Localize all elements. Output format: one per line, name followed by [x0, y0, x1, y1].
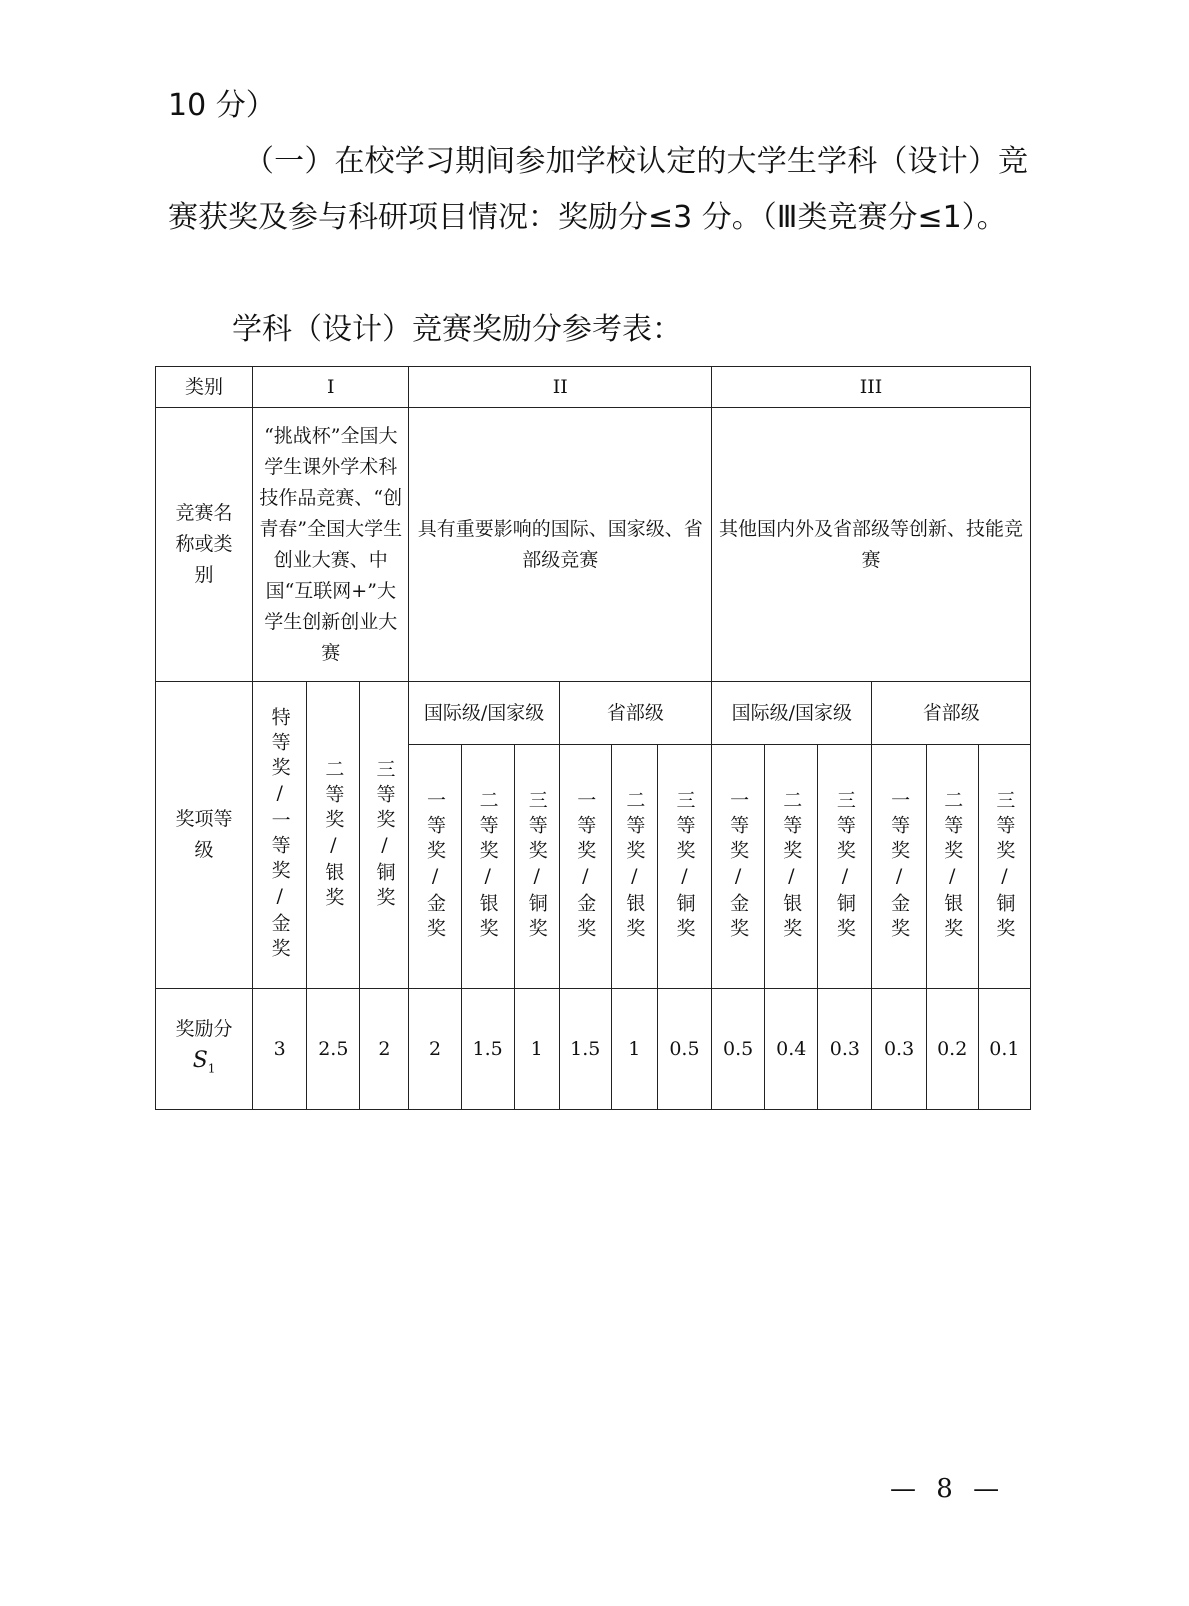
competition-header [156, 408, 253, 682]
score-symbol [156, 1045, 252, 1084]
award-cell: 二等奖/银奖 [765, 745, 818, 989]
level-header [156, 682, 253, 989]
award-cell: 二等奖/银奖 [926, 745, 978, 989]
competition-text: 具有重要影响的国际、国家级、省部级竞赛 [417, 517, 703, 571]
score-cell: 0.4 [765, 989, 818, 1110]
category-row [156, 367, 1031, 408]
sub-level-cell: 国际级/国家级 [712, 682, 872, 745]
level-row [156, 682, 1031, 745]
score-cell: 1 [514, 989, 559, 1110]
award-cell: 二等奖/银奖 [307, 682, 360, 989]
sub-level-cell: 省部级 [872, 682, 1031, 745]
paragraph-continuation: 10 分） [168, 88, 276, 123]
score-header-text: 奖励分 [175, 1017, 233, 1040]
score-header [156, 989, 253, 1110]
competition-cell [409, 408, 712, 682]
award-cell: 三等奖/铜奖 [514, 745, 559, 989]
score-cell: 1.5 [559, 989, 611, 1110]
sub-level-text: 国际级/国家级 [423, 701, 545, 724]
score-cell: 2.5 [307, 989, 360, 1110]
score-cell: 1 [611, 989, 657, 1110]
award-cell: 特等奖/一等奖/金奖 [253, 682, 307, 989]
score-cell: 0.5 [712, 989, 765, 1110]
sub-level-cell: 省部级 [559, 682, 711, 745]
competition-text: “挑战杯”全国大学生课外学术科技作品竞赛、“创青春”全国大学生创业大赛、中国“互联网+”大学生创新创业大赛 [259, 424, 403, 664]
score-cell: 0.1 [978, 989, 1030, 1110]
award-cell: 一等奖/金奖 [409, 745, 461, 989]
table-caption: 学科（设计）竞赛奖励分参考表： [232, 312, 682, 347]
award-cell: 三等奖/铜奖 [360, 682, 409, 989]
score-cell: 0.3 [872, 989, 926, 1110]
paragraph-section-one: （一）在校学习期间参加学校认定的大学生学科（设计）竞赛获奖及参与科研项目情况：奖励分≤3 分。（Ⅲ类竞赛分≤1）。 [168, 144, 1028, 235]
score-cell: 2 [409, 989, 461, 1110]
category-cell: II [409, 367, 712, 408]
award-cell: 三等奖/铜奖 [657, 745, 711, 989]
award-cell: 二等奖/银奖 [611, 745, 657, 989]
score-cell: 0.2 [926, 989, 978, 1110]
category-cell: III [712, 367, 1031, 408]
award-cell: 三等奖/铜奖 [818, 745, 872, 989]
competition-score-table [155, 366, 1031, 1110]
competition-text: 其他国内外及省部级等创新、技能竞赛 [719, 517, 1024, 571]
competition-header-text: 竞赛名称或类别 [175, 502, 233, 586]
award-cell: 二等奖/银奖 [461, 745, 514, 989]
score-symbol-subscript: 1 [207, 1061, 216, 1076]
score-row [156, 989, 1031, 1110]
page-number: — 8 — [890, 1474, 1006, 1504]
category-header: 类别 [156, 367, 253, 408]
score-cell: 0.3 [818, 989, 872, 1110]
level-header-text: 奖项等级 [175, 808, 233, 861]
score-symbol-letter: S [192, 1047, 208, 1073]
award-cell: 一等奖/金奖 [712, 745, 765, 989]
award-cell: 一等奖/金奖 [559, 745, 611, 989]
sub-level-cell [409, 682, 559, 745]
competition-cell [253, 408, 409, 682]
competition-row [156, 408, 1031, 682]
category-cell: I [253, 367, 409, 408]
score-cell: 3 [253, 989, 307, 1110]
award-cell: 一等奖/金奖 [872, 745, 926, 989]
award-cell: 三等奖/铜奖 [978, 745, 1030, 989]
score-cell: 1.5 [461, 989, 514, 1110]
competition-cell [712, 408, 1031, 682]
score-cell: 2 [360, 989, 409, 1110]
score-cell: 0.5 [657, 989, 711, 1110]
